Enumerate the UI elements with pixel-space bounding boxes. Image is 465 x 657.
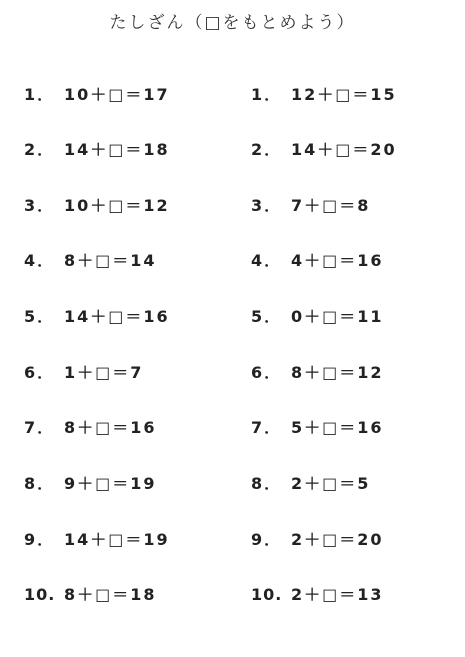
problem-number: 10. <box>24 585 56 604</box>
problem-right-8 <box>251 473 370 495</box>
problem-number: 9． <box>251 530 283 549</box>
problem-number: 4． <box>251 251 283 270</box>
problem-number: 5． <box>24 307 56 326</box>
problem-right-6 <box>251 362 384 384</box>
problem-equation: 12＋□＝15 <box>291 85 397 104</box>
problem-equation: 9＋□＝19 <box>64 474 157 493</box>
problem-equation: 2＋□＝13 <box>291 585 384 604</box>
problem-right-5 <box>251 306 384 328</box>
problem-number: 7． <box>24 418 56 437</box>
problem-number: 7． <box>251 418 283 437</box>
problem-left-5 <box>24 306 170 328</box>
problem-right-2 <box>251 139 397 161</box>
problem-number: 10. <box>251 585 283 604</box>
problem-number: 3． <box>251 196 283 215</box>
problem-left-1 <box>24 84 170 106</box>
problem-left-4 <box>24 250 157 272</box>
problem-right-9 <box>251 529 384 551</box>
problem-left-2 <box>24 139 170 161</box>
problem-number: 9． <box>24 530 56 549</box>
problem-left-3 <box>24 195 170 217</box>
worksheet-title: たしざん（□をもとめよう） <box>109 13 356 33</box>
problem-number: 6． <box>24 363 56 382</box>
problem-left-9 <box>24 529 170 551</box>
problem-right-7 <box>251 417 384 439</box>
problem-equation: 8＋□＝16 <box>64 418 157 437</box>
problem-left-6 <box>24 362 143 384</box>
problem-number: 1． <box>251 85 283 104</box>
problem-left-7 <box>24 417 157 439</box>
problem-right-10 <box>251 584 384 606</box>
problem-equation: 8＋□＝12 <box>291 363 384 382</box>
problem-right-3 <box>251 195 370 217</box>
problem-equation: 5＋□＝16 <box>291 418 384 437</box>
problem-equation: 14＋□＝18 <box>64 140 170 159</box>
problem-equation: 2＋□＝20 <box>291 530 384 549</box>
problem-number: 6． <box>251 363 283 382</box>
problem-equation: 0＋□＝11 <box>291 307 384 326</box>
problem-equation: 10＋□＝17 <box>64 85 170 104</box>
problem-equation: 8＋□＝18 <box>64 585 157 604</box>
problem-number: 1． <box>24 85 56 104</box>
problem-number: 8． <box>251 474 283 493</box>
problem-number: 4． <box>24 251 56 270</box>
problem-equation: 1＋□＝7 <box>64 363 144 382</box>
problem-equation: 14＋□＝19 <box>64 530 170 549</box>
problem-equation: 10＋□＝12 <box>64 196 170 215</box>
problem-right-4 <box>251 250 384 272</box>
problem-number: 2． <box>24 140 56 159</box>
problem-left-10 <box>24 584 157 606</box>
problem-number: 8． <box>24 474 56 493</box>
problem-right-1 <box>251 84 397 106</box>
problem-number: 3． <box>24 196 56 215</box>
problem-number: 5． <box>251 307 283 326</box>
problem-equation: 7＋□＝8 <box>291 196 371 215</box>
problem-number: 2． <box>251 140 283 159</box>
problem-equation: 14＋□＝20 <box>291 140 397 159</box>
problem-equation: 14＋□＝16 <box>64 307 170 326</box>
problem-left-8 <box>24 473 157 495</box>
problem-equation: 8＋□＝14 <box>64 251 157 270</box>
problem-equation: 4＋□＝16 <box>291 251 384 270</box>
problem-equation: 2＋□＝5 <box>291 474 371 493</box>
